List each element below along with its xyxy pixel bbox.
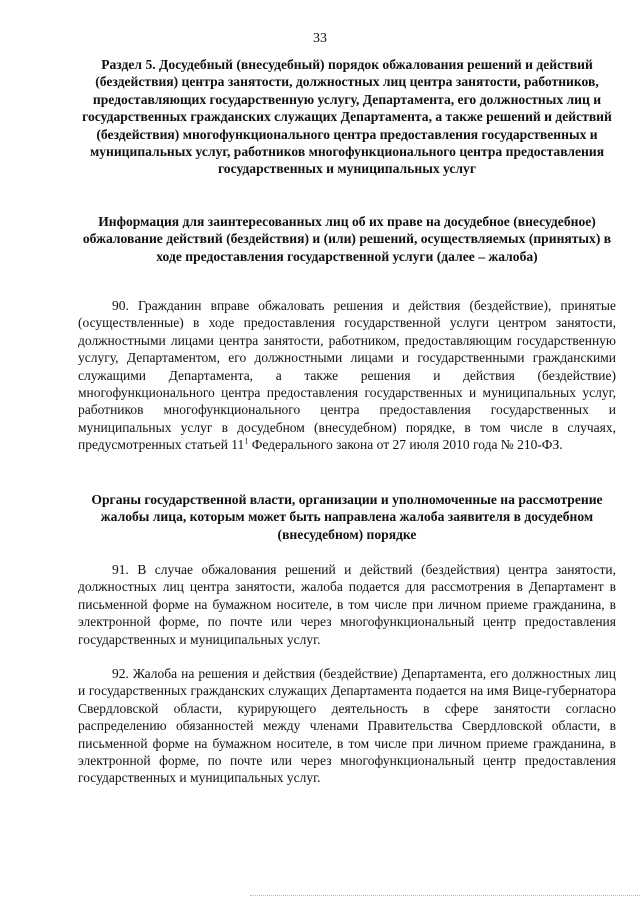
paragraph-90 bbox=[78, 297, 616, 454]
paragraph-91: 91. В случае обжалования решений и действий (бездействия) центра занятости, должностных лиц центра занятости, жалоба подается для рассмотрения в Департамент в письменной форме на бумажном носителе, в том числе при личном приеме гражданина, в электронной форме, по почте или через многофункциональный центр предоставления государственных и муниципальных услуг. bbox=[78, 562, 616, 647]
paragraph-90-ending: Федерального закона от 27 июля 2010 года № 210-ФЗ. bbox=[248, 437, 563, 453]
paragraph-92: 92. Жалоба на решения и действия (бездействие) Департамента, его должностных лиц и государственных гражданских служащих Департамента подается на имя Вице-губернатора Свердловской области, курирующего деятельность в сфере занятости согласно распределению обязанностей между членами Правительства Свердловской области, в письменной форме на бумажном носителе, в том числе при личном приеме гражданина, в электронной форме, по почте или через многофункциональный центр предоставления государственных и муниципальных услуг. bbox=[78, 666, 616, 786]
section-title: Раздел 5. Досудебный (внесудебный) порядок обжалования решений и действий (бездействия) центра занятости, должностных лиц центра занятости, работников, предоставляющих государственную услугу, Департамента, его должностных лиц и государственных гражданских служащих Департамента, а также решений и действий (бездействия) многофункционального центра предоставления государственных и муниципальных услуг, работников многофункционального центра предоставления государственных и муниципальных услуг bbox=[82, 57, 612, 177]
info-subheading: Информация для заинтересованных лиц об их праве на досудебное (внесудебное) обжалование действий (бездействия) и (или) решений, осуществляемых (принятых) в ходе предоставления государственной услуги (далее – жалоба) bbox=[82, 214, 612, 264]
bottom-divider bbox=[250, 895, 640, 896]
organs-subheading: Органы государственной власти, организации и уполномоченные на рассмотрение жалобы лица, которым может быть направлена жалоба заявителя в досудебном (внесудебном) порядке bbox=[91, 492, 603, 542]
footnote-superscript: 1 bbox=[244, 436, 249, 446]
paragraph-90-text: 90. Гражданин вправе обжаловать решения и действия (бездействие), принятые (осуществленные) в ходе предоставления государственной услуги центром занятости, должностными лицами центра занятости, работником, предоставляющим государственную услугу, Департаментом, его должностными лицами и государственными гражданскими служащими Департамента, а также решения и действия (бездействие) многофункционального центра предоставления государственных и муниципальных услуг, работников многофункционального центра предоставления государственных и муниципальных услуг в досудебном (внесудебном) порядке, в том числе в случаях, предусмотренных статьей 11 bbox=[78, 298, 616, 453]
page-number: 33 bbox=[313, 31, 327, 46]
